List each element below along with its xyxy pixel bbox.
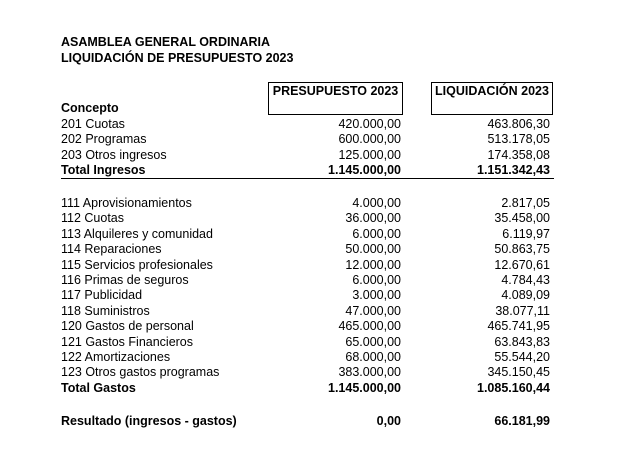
table-row [0, 132, 631, 147]
row-budget-value: 68.000,00 [345, 350, 401, 364]
table-row [0, 227, 631, 242]
row-settlement-value: 55.544,20 [494, 350, 550, 364]
row-budget-value: 0,00 [376, 414, 401, 428]
row-budget-value: 383.000,00 [338, 365, 401, 380]
row-settlement-value: 463.806,30 [487, 117, 550, 131]
total-income-row [0, 163, 631, 178]
table-row [0, 273, 631, 288]
row-settlement-value: 465.741,95 [487, 319, 550, 334]
row-label: Total Gastos [61, 380, 136, 395]
table-row [0, 304, 631, 319]
row-label: 201 Cuotas [61, 117, 125, 131]
row-settlement-value: 4.784,43 [501, 273, 550, 287]
row-settlement-value: 2.817,05 [501, 196, 550, 210]
table-row [0, 335, 631, 350]
row-settlement-value: 513.178,05 [487, 132, 550, 147]
row-label: 118 Suministros [61, 303, 150, 318]
table-row [0, 117, 631, 132]
row-settlement-value: 66.181,99 [494, 414, 550, 428]
total-expenses-row [0, 381, 631, 396]
row-budget-value: 1.145.000,00 [328, 380, 401, 395]
table-row [0, 148, 631, 163]
row-budget-value: 1.145.000,00 [328, 163, 401, 178]
row-label: 116 Primas de seguros [61, 273, 189, 287]
row-settlement-value: 4.089,09 [501, 288, 550, 303]
column-header-settlement: LIQUIDACIÓN 2023 [431, 82, 553, 115]
document-title: ASAMBLEA GENERAL ORDINARIA [61, 35, 271, 49]
table-row [0, 350, 631, 365]
column-header-concept: Concepto [61, 101, 119, 115]
row-budget-value: 4.000,00 [352, 196, 401, 210]
row-budget-value: 50.000,00 [345, 242, 401, 257]
row-budget-value: 47.000,00 [345, 303, 401, 318]
row-label: Resultado (ingresos - gastos) [61, 414, 237, 428]
document-subtitle: LIQUIDACIÓN DE PRESUPUESTO 2023 [61, 51, 294, 65]
row-settlement-value: 12.670,61 [494, 257, 550, 272]
row-label: 113 Alquileres y comunidad [61, 226, 213, 241]
row-label: 123 Otros gastos programas [61, 365, 220, 380]
row-budget-value: 65.000,00 [345, 334, 401, 349]
row-budget-value: 12.000,00 [345, 257, 401, 272]
row-budget-value: 6.000,00 [352, 226, 401, 241]
row-settlement-value: 1.151.342,43 [477, 163, 550, 178]
table-row [0, 242, 631, 257]
row-budget-value: 465.000,00 [338, 319, 401, 334]
row-settlement-value: 345.150,45 [487, 365, 550, 380]
row-label: 117 Publicidad [61, 288, 143, 303]
row-label: 114 Reparaciones [61, 242, 162, 257]
table-row [0, 319, 631, 334]
row-budget-value: 36.000,00 [345, 211, 401, 226]
row-settlement-value: 38.077,11 [495, 303, 550, 318]
row-label: Total Ingresos [61, 163, 146, 178]
row-label: 111 Aprovisionamientos [61, 196, 192, 210]
row-label: 122 Amortizaciones [61, 350, 171, 364]
row-label: 115 Servicios profesionales [61, 257, 213, 272]
row-settlement-value: 174.358,08 [487, 147, 550, 162]
row-settlement-value: 35.458,00 [494, 211, 550, 226]
row-budget-value: 6.000,00 [352, 273, 401, 287]
row-budget-value: 420.000,00 [338, 117, 401, 131]
row-settlement-value: 50.863,75 [494, 242, 550, 257]
row-label: 203 Otros ingresos [61, 147, 167, 162]
row-budget-value: 600.000,00 [338, 132, 401, 147]
row-settlement-value: 6.119,97 [502, 226, 550, 241]
row-settlement-value: 1.085.160,44 [477, 380, 550, 395]
row-budget-value: 125.000,00 [338, 147, 401, 162]
row-label: 121 Gastos Financieros [61, 334, 194, 349]
table-row [0, 211, 631, 226]
total-separator-line [61, 178, 554, 179]
row-label: 202 Programas [61, 132, 147, 147]
row-label: 112 Cuotas [61, 211, 125, 226]
table-row [0, 258, 631, 273]
table-row [0, 365, 631, 380]
result-row [0, 414, 631, 429]
table-row [0, 196, 631, 211]
row-settlement-value: 63.843,83 [494, 334, 550, 349]
column-header-budget: PRESUPUESTO 2023 [268, 82, 403, 115]
row-label: 120 Gastos de personal [61, 319, 194, 334]
table-row [0, 288, 631, 303]
row-budget-value: 3.000,00 [352, 288, 401, 303]
